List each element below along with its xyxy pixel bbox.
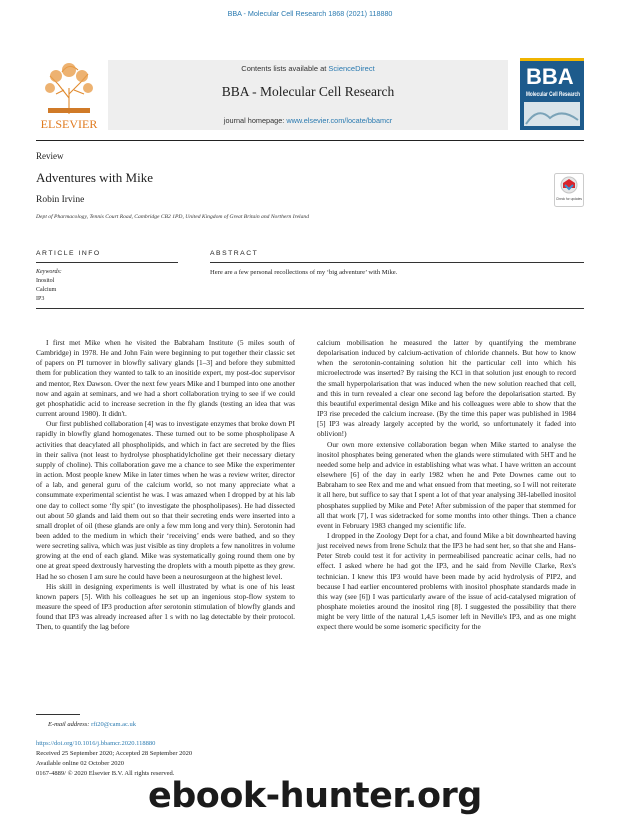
article-info-heading: ARTICLE INFO (36, 250, 101, 257)
journal-info-box (108, 60, 508, 130)
citation-header[interactable]: BBA - Molecular Cell Research 1868 (2021) 118880 (227, 9, 393, 18)
contents-line: Contents lists available at ScienceDirect (241, 64, 375, 73)
body-paragraph: calcium mobilisation he measured the latter by quantifying the membrane depolarisation induced by calcium-activation of chloride channels. But how to know when the serotonin-containing solution hit the particular cell into which his microelectrode was inserted? By raising the KCl in that solution just enough to record the small hyperpolarisation that was induced when the new solution reached that cell, and this in turn revealed a clear one second lag before the depolarisation started. By this beautiful experimental design Mike and his colleagues were able to show that the IP3 rise preceded the calcium increase. (By the time this paper was published in 1984 [5] IP3 was already largely accepted by the world, so unfortunately it faded into oblivion!) (317, 338, 576, 439)
body-column-left (36, 338, 295, 633)
available-online: Available online 02 October 2020 (36, 760, 124, 767)
body-paragraph: His skill in designing experiments is well illustrated by what is one of his least known papers [5]. With his colleagues he set up an ingenious stop-flow system to measure the speed of IP3 production after serotonin stimulation of blowfly glands and found that IP3 was already increased after 1 s with no lag detectable by their protocol. Then, to quantify the lag before (36, 581, 295, 632)
doi-link[interactable]: https://doi.org/10.1016/j.bbamcr.2020.118880 (36, 740, 156, 747)
body-paragraph: Our own more extensive collaboration began when Mike started to analyse the inositol phosphates being generated when the glands were stimulated with 5HT and he needed some help and advice in establishing what was what. I have written an account elsewhere [6] of the day in early 1982 when he and Pete Downes came out to Babraham to see Rex and me and what ensued from that meeting, so I will not reiterate it all here, but suffice to say that I spent a lot of that year analysing 3H-labelled inositol phosphates supplied by Mike and Pete! After submission of the paper that stemmed for all that work [7], I was sidetracked for some months into other things. Then a chance event in February 1983 changed my scientific life. (317, 439, 576, 530)
article-info-divider (36, 262, 178, 263)
keyword: IP3 (36, 296, 45, 302)
watermark: ebook-hunter.org (148, 776, 482, 816)
cover-bba-text: BBA (526, 64, 574, 89)
abstract-text: Here are a few personal recollections of my ‘big adventure’ with Mike. (210, 269, 398, 276)
crossmark-label: Check for updates (556, 197, 583, 201)
email-link[interactable]: rfi20@cam.ac.uk (91, 721, 137, 728)
journal-title: BBA - Molecular Cell Research (221, 84, 395, 99)
abstract-heading: ABSTRACT (210, 250, 259, 257)
keyword: Inositol (36, 278, 55, 284)
journal-cover[interactable] (520, 58, 584, 130)
affiliation: Dept of Pharmacology, Tennis Court Road, Cambridge CB2 1PD, United Kingdom of Great Britain and Northern Ireland (36, 214, 309, 220)
crossmark-icon[interactable] (554, 173, 584, 207)
cover-subtitle: Molecular Cell Research (526, 92, 581, 98)
sciencedirect-link[interactable]: ScienceDirect (328, 64, 375, 73)
footnote-divider (36, 714, 80, 715)
homepage-line: journal homepage: www.elsevier.com/locate/bbamcr (223, 116, 393, 125)
author-email: E-mail address: rfi20@cam.ac.uk (48, 721, 137, 728)
body-paragraph: I first met Mike when he visited the Babraham Institute (5 miles south of Cambridge) in 1978. He and John Fain were beginning to put together their classic set of papers on PI turnover in blowfly salivary glands [1–3] and before they submitted them for publication they wanted to talk to an inositide expert, my post-doc supervisor and mentor, Rex Dawson. Over the next few years Mike and I bumped into one another now and again at seminars, and we had a short collaboration trying to see if we could get phosphatidic acid to increase secretion in the fly glands (testing an idea that was current around 1980). It didn't. (36, 338, 295, 419)
homepage-link[interactable]: www.elsevier.com/locate/bbamcr (286, 116, 393, 125)
body-paragraph: I dropped in the Zoology Dept for a chat, and found Mike a bit downhearted having just received news from Irene Schulz that the IP3 he had sent her, so that she and Hans-Peter Streb could test it for activity in permeabilised pancreatic acinar cells, had no effect. I asked where he had got the IP3, and he said from Neville Clarke, Rex's technician. I knew this IP3 would have been made by acid hydrolysis of PIP2, and because I had earlier encountered problems with inositol phosphate standards made in this way (see [6]) I was particularly aware of the issue of acid-catalysed migration of phosphate moieties around the inositol ring [8]. I suggested the possibility that there might be very little of the natural 1,4,5 isomer left in Neville's IP3, and as one might expect there would be some isomeric specificity for the (317, 530, 576, 632)
keyword: Calcium (36, 287, 57, 293)
article-type: Review (36, 151, 64, 161)
abstract-bottom-divider (36, 308, 584, 309)
body-column-right (317, 338, 576, 633)
journal-header (36, 58, 584, 134)
elsevier-wordmark: ELSEVIER (40, 117, 98, 131)
article-title: Adventures with Mike (36, 170, 153, 185)
copyright: 0167-4889/ © 2020 Elsevier B.V. All rights reserved. (36, 770, 175, 777)
elsevier-logo (36, 58, 102, 134)
header-divider (36, 140, 584, 141)
received-dates: Received 25 September 2020; Accepted 28 September 2020 (36, 750, 193, 757)
abstract-divider (210, 262, 584, 263)
body-paragraph: Our first published collaboration [4] was to investigate enzymes that broke down PI rapidly in blowfly gland homogenates. These turned out to be some phospholipase A activities that deacylated all phospholipids, and which in fact are secreted by the flies in their saliva (not least to hydrolyse phosphatidylcholine get their necessary dietary supply of choline). This collaboration gave me a chance to see Mike the experimenter in action. Most people knew Mike in later times when he was a review writer, director of a lab, and general guru of the calcium world, so not many appreciate what a consummate experimental scientist he was. I was amazed when I dropped by at his lab one day to collect some ‘fly spit’ (to investigate the phospholipases). He had dissected out about 50 glands and laid them out so that their secreting ends were inserted into a small droplet of oil (these glands are only a few mm long and very thin). Serotonin had been added to the medium in which their ‘receiving’ ends were bathed, and so they were secreting saliva, which was just visible as tiny droplets a few nanolitres in volume growing at the end of each gland. Mike was systematically going round them one by one at great speed dextrously harvesting the droplets with a mouth pipette as they grew. Had he so chosen I am sure he could have been a neurosurgeon at the highest level. (36, 419, 295, 581)
author-name[interactable]: Robin Irvine (36, 195, 85, 205)
keywords-label: Keywords: (36, 269, 62, 275)
